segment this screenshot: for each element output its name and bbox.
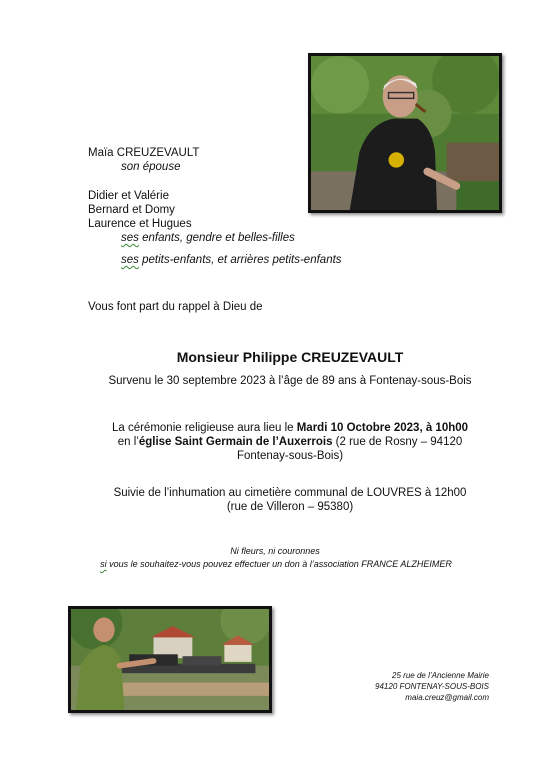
deceased-name: Monsieur Philippe CREUZEVAULT [176, 349, 404, 365]
burial-line-1: Suivie de l’inhumation au cimetière communal de LOUVRES à 12h00 [113, 487, 467, 499]
ceremony-prefix: La cérémonie religieuse aura lieu le [111, 422, 297, 434]
intro-text: Vous font part du rappel à Dieu de [88, 301, 263, 313]
spouse-role: son épouse [121, 161, 181, 173]
note-line2-rest: vous le souhaitez-vous pouvez effectuer un don à l’association FRANCE ALZHEIMER [106, 559, 452, 569]
burial-line-2: (rue de Villeron – 95380) [226, 501, 354, 513]
deceased-died: Survenu le 30 septembre 2023 à l’âge de 89 ans à Fontenay-sous-Bois [108, 375, 472, 387]
children-role-prefix: ses [121, 232, 139, 244]
children-name-1: Didier et Valérie [88, 190, 169, 202]
portrait-photo [308, 53, 502, 213]
contact-email: maia.creuz@gmail.com [405, 693, 489, 702]
ceremony-line-2 [0, 435, 536, 449]
ceremony-line-1 [0, 421, 536, 435]
children-role-rest: enfants, gendre et belles-filles [138, 232, 295, 244]
ceremony-date: Mardi 10 Octobre 2023, à 10h00 [296, 422, 469, 434]
ceremony-church: église Saint Germain de l’Auxerrois [138, 436, 333, 448]
ceremony-city: Fontenay-sous-Bois) [236, 450, 344, 462]
ceremony-address: (2 rue de Rosny – 94120 [332, 436, 463, 448]
note-line2-first: si [100, 559, 107, 569]
contact-city: 94120 FONTENAY-SOUS-BOIS [375, 682, 489, 691]
note-line-2 [0, 559, 536, 569]
children-name-3: Laurence et Hugues [88, 218, 192, 230]
contact-street: 25 rue de l’Ancienne Mairie [392, 671, 489, 680]
grandchildren-role [121, 253, 342, 267]
grandchildren-prefix: ses [121, 254, 139, 266]
children-role [121, 231, 295, 245]
grandchildren-rest: petits-enfants, et arrières petits-enfants [138, 254, 342, 266]
note-line-1: Ni fleurs, ni couronnes [230, 546, 320, 556]
ceremony-line2-prefix: en l’ [117, 436, 139, 448]
children-name-2: Bernard et Domy [88, 204, 175, 216]
model-railway-photo [68, 606, 272, 713]
spouse-name: Maïa CREUZEVAULT [88, 147, 200, 159]
